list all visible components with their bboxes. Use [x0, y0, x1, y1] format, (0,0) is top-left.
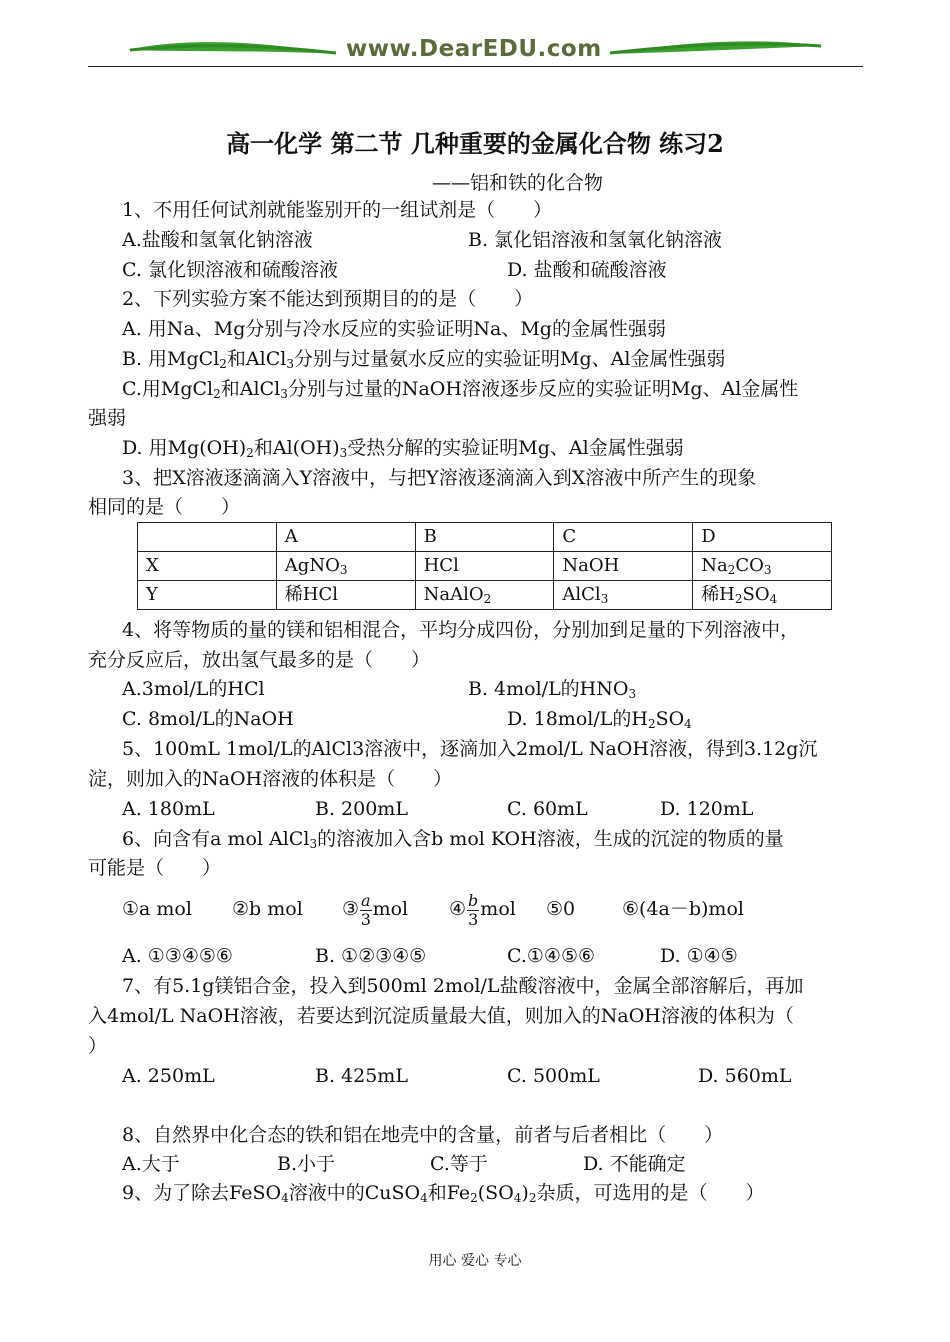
question-2-option-d: D. 用$Mg(OH)_2$和$Al(OH)_3$受热分解的实验证明Mg、Al金属性强弱 — [122, 437, 684, 460]
site-header-banner — [88, 30, 863, 70]
question-6-stem: 6、向含有a mol AlCl$_3$的溶液加入含b mol KOH溶液，生成的沉淀的物质的量 — [122, 828, 784, 851]
table-cell: HCl — [415, 552, 554, 581]
page-title: 高一化学 第二节 几种重要的金属化合物 练习2 — [226, 129, 724, 158]
table-header-row — [138, 523, 832, 552]
question-5-option-c: C. 60mL — [507, 798, 588, 820]
question-1-stem: 1、不用任何试剂就能鉴别开的一组试剂是（ ） — [122, 199, 553, 221]
question-6-choice-4: ④ $\frac{b}{3}$ mol — [449, 890, 516, 929]
table-row-x — [138, 552, 832, 581]
question-7-option-b: B. 425mL — [315, 1065, 408, 1087]
question-4-option-a: A.3mol/L的HCl — [122, 678, 265, 700]
question-6-choice-5: ⑤0 — [546, 898, 576, 920]
question-1-option-a: A.盐酸和氢氧化钠溶液 — [122, 229, 313, 251]
question-5-stem-continued: 淀，则加入的NaOH溶液的体积是（ ） — [88, 768, 453, 790]
question-5-option-b: B. 200mL — [315, 798, 408, 820]
table-cell: NaAlO$_2$ — [415, 581, 554, 610]
question-7-stem-end: ） — [88, 1035, 108, 1057]
question-8-stem: 8、自然界中化合态的铁和铝在地壳中的含量，前者与后者相比（ ） — [122, 1124, 724, 1146]
question-2-stem: 2、下列实验方案不能达到预期目的的是（ ） — [122, 288, 534, 310]
question-8-option-b: B.小于 — [277, 1153, 336, 1175]
question-6-choice-1: ①a mol — [122, 898, 192, 920]
question-2-option-a: A. 用Na、Mg分别与冷水反应的实验证明Na、Mg的金属性强弱 — [122, 318, 666, 340]
question-7-stem: 7、有5.1g镁铝合金，投入到500ml 2mol/L盐酸溶液中，金属全部溶解后，再加 — [122, 975, 804, 997]
question-6-choice-6: ⑥(4a－b)mol — [622, 898, 744, 920]
question-6-option-c: C.①④⑤⑥ — [507, 945, 596, 967]
table-cell: D — [693, 523, 832, 552]
question-1-option-d: D. 盐酸和硫酸溶液 — [507, 259, 667, 281]
page-subtitle: ——铝和铁的化合物 — [432, 172, 604, 194]
question-7-stem-continued: 入4mol/L NaOH溶液，若要达到沉淀质量最大值，则加入的NaOH溶液的体积为（ — [88, 1005, 794, 1027]
fraction-a-over-3: $\frac{a}{3}$ — [360, 890, 371, 929]
question-4-option-d: D. 18mol/L的$H_2SO_4$ — [507, 708, 692, 731]
page-footer: 用心 爱心 专心 — [428, 1253, 522, 1269]
question-7-option-c: C. 500mL — [507, 1065, 600, 1087]
table-cell: X — [138, 552, 277, 581]
table-cell: AgNO$_3$ — [276, 552, 415, 581]
table-cell — [138, 523, 277, 552]
question-1-option-b: B. 氯化铝溶液和氢氧化钠溶液 — [468, 229, 723, 251]
question-6-choice-2: ②b mol — [232, 898, 303, 920]
question-5-option-a: A. 180mL — [122, 798, 215, 820]
table-cell: Y — [138, 581, 277, 610]
table-cell: C — [554, 523, 693, 552]
fraction-b-over-3: $\frac{b}{3}$ — [468, 890, 479, 929]
question-2-option-c: C.用MgCl$_2$和AlCl$_3$分别与过量的NaOH溶液逐步反应的实验证明Mg、Al金属性 — [122, 378, 799, 401]
question-1-option-c: C. 氯化钡溶液和硫酸溶液 — [122, 259, 338, 281]
question-5-option-d: D. 120mL — [660, 798, 754, 820]
table-cell: A — [276, 523, 415, 552]
question-3-stem-continued: 相同的是（ ） — [88, 496, 241, 518]
question-3-table — [137, 522, 832, 610]
question-4-option-c: C. 8mol/L的NaOH — [122, 708, 294, 730]
table-cell: AlCl$_3$ — [554, 581, 693, 610]
question-6-option-b: B. ①②③④⑤ — [315, 945, 427, 967]
question-4-stem-continued: 充分反应后，放出氢气最多的是（ ） — [88, 649, 431, 671]
question-9-stem: 9、为了除去FeSO$_4$溶液中的CuSO$_4$和$Fe_2(SO_4)_2$杂质，可选用的是（ ） — [122, 1182, 765, 1205]
header-divider — [88, 66, 863, 67]
table-cell: NaOH — [554, 552, 693, 581]
question-7-option-d: D. 560mL — [698, 1065, 792, 1087]
question-5-stem: 5、100mL 1mol/L的AlCl3溶液中，逐滴加入2mol/L NaOH溶液，得到3.12g沉 — [122, 738, 818, 760]
question-2-option-c-continued: 强弱 — [88, 407, 127, 429]
question-6-choice-3: ③ $\frac{a}{3}$ mol — [342, 890, 409, 929]
question-6-option-a: A. ①③④⑤⑥ — [122, 945, 233, 967]
table-cell: B — [415, 523, 554, 552]
question-8-option-d: D. 不能确定 — [583, 1153, 686, 1175]
table-row-y — [138, 581, 832, 610]
question-4-option-b: B. 4mol/L的$HNO_3$ — [468, 678, 637, 701]
table-cell: 稀$H_2SO_4$ — [693, 581, 832, 610]
question-6-stem-continued: 可能是（ ） — [88, 857, 222, 879]
question-7-option-a: A. 250mL — [122, 1065, 215, 1087]
question-4-stem: 4、将等物质的量的镁和铝相混合，平均分成四份，分别加到足量的下列溶液中， — [122, 619, 800, 641]
question-8-option-c: C.等于 — [430, 1153, 488, 1175]
question-2-option-b: B. 用MgCl$_2$和AlCl$_3$分别与过量氨水反应的实验证明Mg、Al金属性强弱 — [122, 348, 726, 371]
question-3-stem: 3、把X溶液逐滴滴入Y溶液中，与把Y溶液逐滴滴入到X溶液中所产生的现象 — [122, 467, 757, 489]
question-6-option-d: D. ①④⑤ — [660, 945, 738, 967]
table-cell: $Na_2CO_3$ — [693, 552, 832, 581]
question-8-option-a: A.大于 — [122, 1153, 180, 1175]
site-url-logo: www.DearEDU.com — [346, 36, 602, 62]
table-cell: 稀HCl — [276, 581, 415, 610]
